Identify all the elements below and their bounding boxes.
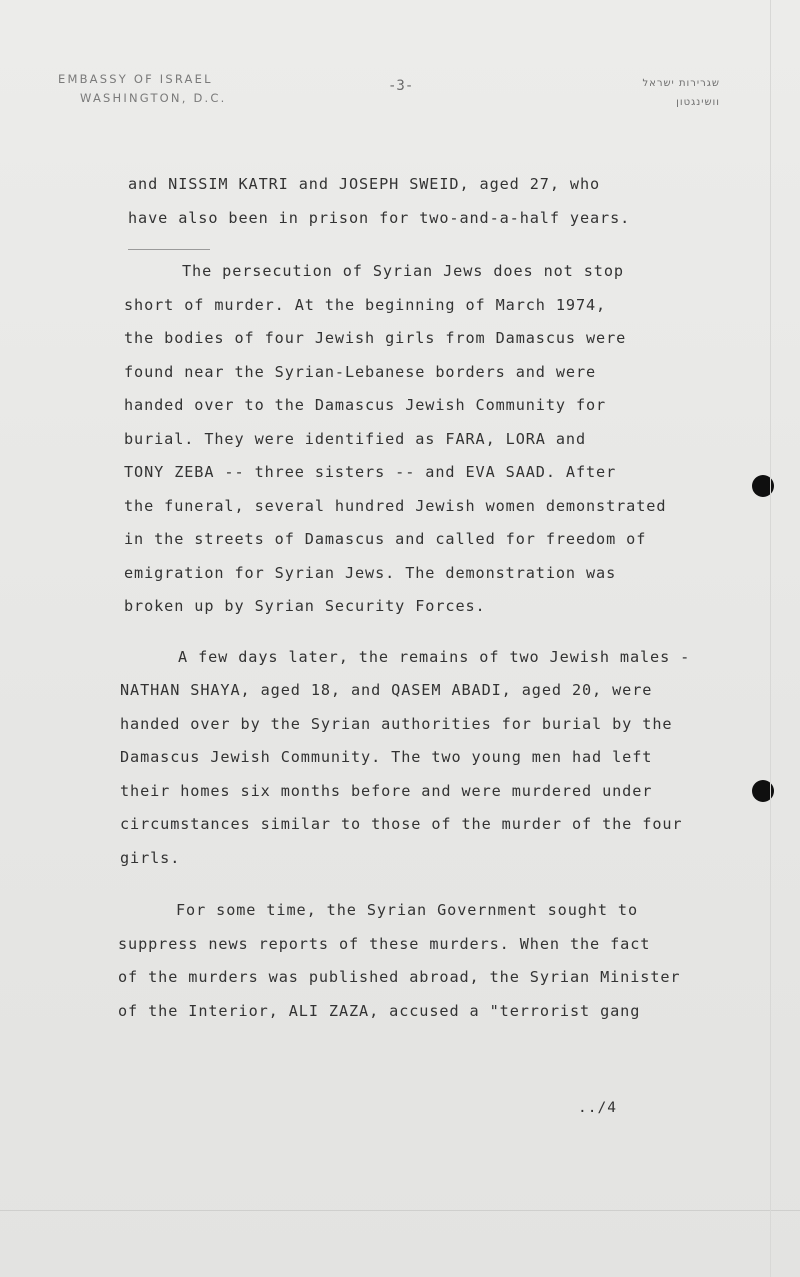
text-line: Damascus Jewish Community. The two young men had left bbox=[120, 748, 653, 766]
hebrew-letterhead bbox=[582, 74, 720, 112]
letter-body bbox=[110, 168, 700, 1028]
text-line: short of murder. At the beginning of March 1974, bbox=[124, 295, 607, 314]
hebrew-city: וושינגטון bbox=[676, 97, 720, 108]
text-line: handed over by the Syrian authorities for burial by the bbox=[120, 714, 673, 733]
text-line: their homes six months before and were murdered under bbox=[120, 781, 653, 800]
text-line: For some time, the Syrian Government sought to bbox=[176, 901, 639, 919]
paragraph-3 bbox=[110, 641, 700, 876]
text-line: suppress news reports of these murders. When the fact bbox=[118, 934, 651, 953]
paragraph-4 bbox=[110, 894, 700, 1028]
paragraph-1 bbox=[110, 168, 700, 235]
embassy-letterhead bbox=[58, 70, 226, 108]
scan-edge-line bbox=[0, 1210, 800, 1211]
text-line: handed over to the Damascus Jewish Community for bbox=[124, 396, 607, 414]
hebrew-org-name: שגרירות ישראל bbox=[642, 78, 720, 89]
text-line: NATHAN SHAYA, aged 18, and QASEM ABADI, aged 20, were bbox=[120, 681, 653, 699]
text-line: found near the Syrian-Lebanese borders and were bbox=[124, 362, 597, 381]
text-line: and NISSIM KATRI and JOSEPH SWEID, aged 27, who bbox=[128, 175, 601, 193]
text-line: the bodies of four Jewish girls from Damascus were bbox=[124, 329, 627, 347]
letterhead-org-name: EMBASSY OF ISRAEL bbox=[58, 72, 213, 86]
text-line: broken up by Syrian Security Forces. bbox=[124, 597, 486, 615]
paragraph-2 bbox=[110, 255, 700, 624]
text-line: girls. bbox=[120, 848, 181, 867]
text-line: The persecution of Syrian Jews does not stop bbox=[182, 262, 624, 280]
text-line: have also been in prison for two-and-a-half years. bbox=[128, 208, 631, 227]
text-line: of the murders was published abroad, the Syrian Minister bbox=[118, 968, 681, 986]
text-line: TONY ZEBA -- three sisters -- and EVA SAAD. After bbox=[124, 463, 617, 481]
continuation-marker: ../4 bbox=[578, 1100, 617, 1116]
text-line: burial. They were identified as FARA, LORA and bbox=[124, 429, 587, 448]
text-line: in the streets of Damascus and called for freedom of bbox=[124, 530, 647, 548]
text-line: the funeral, several hundred Jewish women demonstrated bbox=[124, 496, 667, 515]
text-line: of the Interior, ALI ZAZA, accused a "terrorist gang bbox=[118, 1001, 641, 1020]
text-line: A few days later, the remains of two Jewish males - bbox=[178, 647, 691, 666]
letterhead-city: WASHINGTON, D.C. bbox=[80, 91, 227, 105]
scan-edge-right bbox=[770, 0, 771, 1277]
text-line: emigration for Syrian Jews. The demonstration was bbox=[124, 563, 617, 582]
page-number: -3- bbox=[388, 78, 414, 94]
text-line: circumstances similar to those of the murder of the four bbox=[120, 815, 683, 833]
